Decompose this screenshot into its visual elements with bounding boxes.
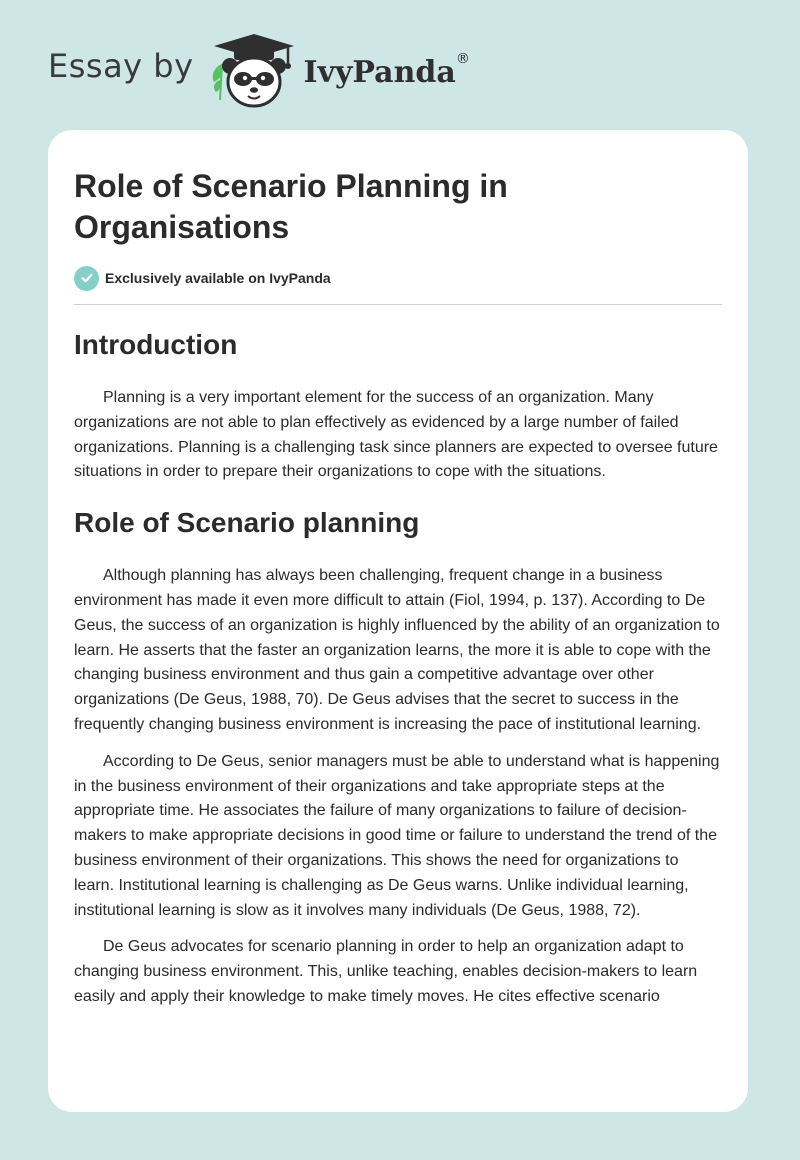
divider (74, 304, 722, 305)
badge-text: Exclusively available on IvyPanda (105, 270, 331, 286)
panda-logo-icon[interactable] (208, 30, 300, 110)
exclusive-badge (74, 265, 722, 291)
paragraph: De Geus advocates for scenario planning in order to help an organization adapt to changing business environment. This, unlike teaching, enables decision-makers to learn easily and apply their knowledge to make timely moves. He cites effective scenario (74, 938, 698, 1005)
brand-prefix: Essay by (48, 47, 194, 85)
essay-card (48, 130, 748, 1112)
page-title: Role of Scenario Planning in Organisations (74, 168, 508, 245)
site-header (48, 30, 470, 110)
paragraph: According to De Geus, senior managers must be able to understand what is happening in the business environment of their organizations and take appropriate steps at the appropriate time. He associates the failure of many organizations to failure of decision-makers to make appropriate decisions in good time or failure to understand the trend of the business environment of their organizations. This shows the need for organizations to learn. Institutional learning is challenging as De Geus warns. Unlike individual learning, institutional learning is slow as it involves many individuals (De Geus, 1988, 72). (74, 752, 720, 919)
paragraph: Although planning has always been challenging, frequent change in a business environment has made it even more difficult to attain (Fiol, 1994, p. 137). According to De Geus, the success of an organization is highly influenced by the ability of an organization to learn. He asserts that the faster an organization learns, the more it is able to cope with the changing business environment and thus gain a competitive advantage over other organizations (De Geus, 1988, 70). De Geus advises that the secret to success in the frequently changing business environment is increasing the pace of institutional learning. (74, 567, 720, 733)
section-heading-role-of-scenario-planning: Role of Scenario planning (74, 507, 420, 539)
checkmark-icon (74, 266, 99, 291)
brand-name[interactable]: IvyPanda® (303, 50, 470, 90)
section-heading-introduction: Introduction (74, 329, 238, 360)
paragraph: Planning is a very important element for the success of an organization. Many organizations are not able to plan effectively as evidenced by a large number of failed organizations. Planning is a challenging task since planners are expected to oversee future situations in order to prepare their organizations to cope with the situations. (74, 389, 718, 481)
